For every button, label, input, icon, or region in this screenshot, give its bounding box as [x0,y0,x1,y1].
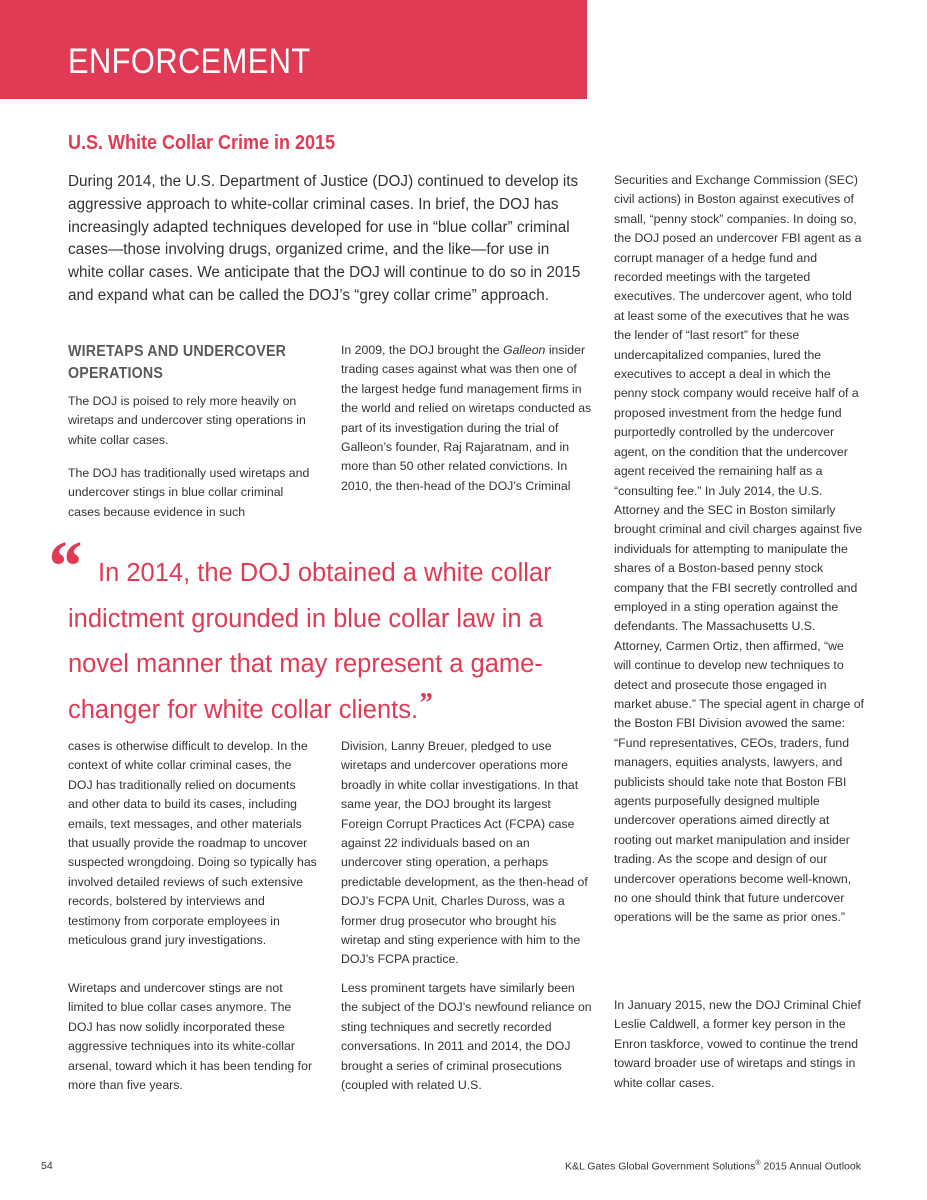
registered-mark: ® [755,1160,761,1167]
article-intro: During 2014, the U.S. Department of Justice (DOJ) continued to develop its aggressive approach to white-collar criminal cases. In brief, the DOJ has increasingly adapted techniques developed for use in “blue collar” criminal cases—those involving drugs, organized crime, and the like—for use in white collar cases. We anticipate that the DOJ will continue to do so in 2015 and expand what can be called the DOJ’s “grey collar crime” approach. [68,173,581,304]
section-banner [0,0,587,99]
col2-paragraph-3: Less prominent targets have similarly been the subject of the DOJ’s newfound reliance on sting techniques and secretly recorded conversations. In 2011 and 2014, the DOJ brought a series of criminal prosecutions (coupled with related U.S. [341,981,592,1093]
col2-p1-em: Galleon [503,343,546,357]
col2-paragraph-1 [341,341,593,496]
publication-name-pre: K&L Gates Global Government Solutions [564,1160,756,1173]
pullquote-text: In 2014, the DOJ obtained a white collar indictment grounded in blue collar law in a novel manner that may represent a game-changer for white collar clients. [68,559,552,724]
col1-paragraph-4: Wiretaps and undercover stings are not limited to blue collar cases anymore. The DOJ has now solidly incorporated these aggressive techniques into its white-collar arsenal, toward which it has been tending for more than five years. [68,981,313,1093]
col3-paragraph-2: In January 2015, new the DOJ Criminal Chief Leslie Caldwell, a former key person in the Enron taskforce, vowed to continue the trend toward broader use of wiretaps and stings in white collar cases. [614,998,861,1090]
article-title: U.S. White Collar Crime in 2015 [68,132,336,154]
col2-p1-post: insider trading cases against what was then one of the largest hedge fund management firms in the world and relied on wiretaps conducted as part of its investigation during the trial of Galleon’s founder, Raj Rajaratnam, and in more than 50 other related convictions. In 2010, the then-head of the DOJ’s Criminal [341,343,592,493]
section-subheading [68,341,298,385]
pullquote [68,551,588,733]
col1-paragraph-2: The DOJ has traditionally used wiretaps and undercover stings in blue collar criminal cases because evidence in such [68,466,310,519]
col3-paragraph-1: Securities and Exchange Commission (SEC) civil actions) in Boston against executives of small, “penny stock” companies. In doing so, the DOJ posed an undercover FBI agent as a corrupt manager of a hedge fund and recorded meetings with the targeted executives. The undercover agent, who told at least some of the executives that he was the lender of “last resort” for these undercapitalized companies, lured the executives to accept a deal in which the penny stock company would receive half of a proposed investment from the hedge fund purportedly controlled by the undercover agent, on the condition that the undercover agent received the remaining half as a “consulting fee.” In July 2014, the U.S. Attorney and the SEC in Boston similarly brought criminal and civil charges against five individuals for attempting to manipulate the shares of a Boston-based penny stock company that the FBI secretly controlled and employed in a sting operation against the defendants. The Massachusetts U.S. Attorney, Carmen Ortiz, then affirmed, “we will continue to develop new techniques to detect and prosecute those engaged in market abuse.” The special agent in charge of the Boston FBI Division avowed the same: “Fund representatives, CEOs, traders, fund managers, equities analysts, lawyers, and publicists should take note that Boston FBI agents purposefully designed multiple undercover operations aimed directly at rooting out market manipulation and insider trading. As the scope and design of our undercover operations become well-known, no one should think that future undercover operations will be the same as prior ones.” [614,173,864,925]
section-subheading-text: WIRETAPS AND UNDERCOVER OPERATIONS [68,343,287,382]
col2-paragraph-2: Division, Lanny Breuer, pledged to use wiretaps and undercover operations more broadly in white collar investigations. In that same year, the DOJ brought its largest Foreign Corrupt Practices Act (FCPA) case against 22 individuals based on an undercover sting operation, a perhaps predictable development, as the then-head of DOJ’s FCPA Unit, Charles Duross, was a former drug prosecutor who brought his wiretap and sting experience with him to the DOJ’s FCPA practice. [341,739,588,967]
page-number: 54 [41,1160,53,1172]
col1-paragraph-3: cases is otherwise difficult to develop. In the context of white collar criminal cases, the DOJ has traditionally relied on documents and other data to build its cases, including emails, text messages, and other materials that usually provide the roadmap to uncover suspected wrongdoing. Doing so typically has involved detailed reviews of such extensive records, bolstered by interviews and testimony from corporate employees in meticulous grand jury investigations. [68,739,317,948]
publication-name [565,1160,861,1173]
publication-name-post: 2015 Annual Outlook [760,1160,861,1173]
section-title: ENFORCEMENT [68,42,311,81]
col2-p1-pre: In 2009, the DOJ brought the [341,343,504,357]
pullquote-open-mark: “ [45,526,81,606]
col1-paragraph-1: The DOJ is poised to rely more heavily on wiretaps and undercover sting operations in white collar cases. [68,394,306,447]
pullquote-close-mark: ” [418,687,433,719]
